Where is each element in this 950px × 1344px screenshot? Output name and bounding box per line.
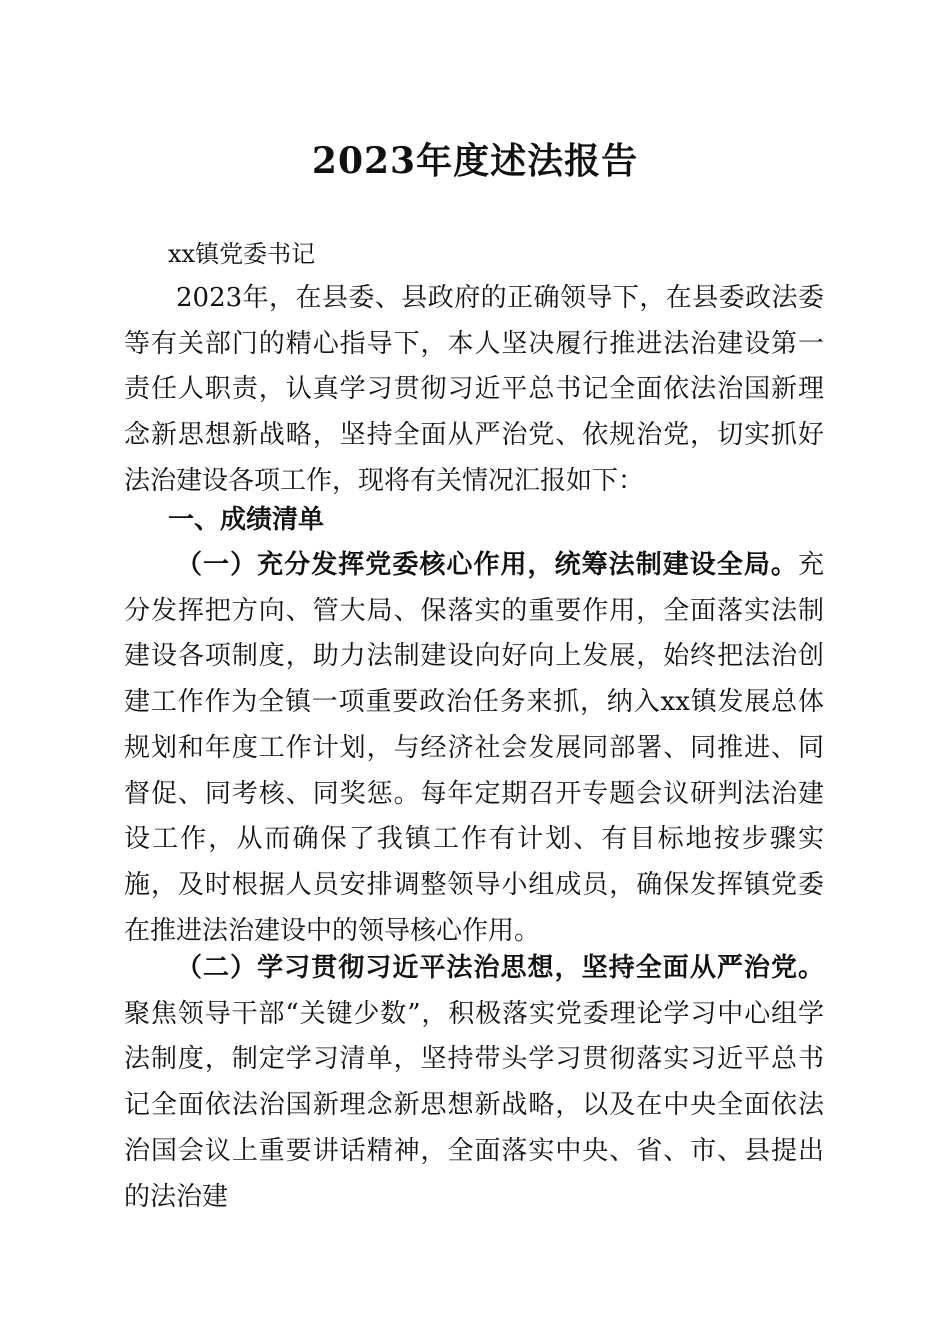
item1-paragraph xyxy=(124,543,824,954)
item2-block xyxy=(124,946,824,1220)
item2-body: 聚焦领导干部“关键少数”，积极落实党委理论学习中心组学法制度，制定学习清单，坚持带头学习贯彻落实习近平总书记全面依法治国新理念新思想新战略，以及在中央全面依法治国会议上重要讲话精神，全面落实中央、省、市、县提出的法治建 xyxy=(124,998,824,1212)
document-title: 2023年度述法报告 xyxy=(311,140,639,182)
section-heading-block xyxy=(124,498,824,544)
intro-paragraph-block xyxy=(124,276,824,505)
item1-body: 充分发挥把方向、管大局、保落实的重要作用，全面落实法制建设各项制度，助力法制建设向好向上发展，始终把法治创建工作作为全镇一项重要政治任务来抓，纳入xx镇发展总体规划和年度工作计划，与经济社会发展同部署、同推进、同督促、同考核、同奖惩。每年定期召开专题会议研判法治建设工作，从而确保了我镇工作有计划、有目标地按步骤实施，及时根据人员安排调整领导小组成员，确保发挥镇党委在推进法治建设中的领导核心作用。 xyxy=(124,550,824,946)
intro-paragraph: 2023年，在县委、县政府的正确领导下，在县委政法委等有关部门的精心指导下，本人坚决履行推进法治建设第一责任人职责，认真学习贯彻习近平总书记全面依法治国新理念新思想新战略，坚持全面从严治党、依规治党，切实抓好法治建设各项工作，现将有关情况汇报如下： xyxy=(124,283,824,496)
item1-lead: （一）充分发挥党委核心作用，统筹法制建设全局。 xyxy=(176,550,798,580)
item2-lead: （二）学习贯彻习近平法治思想，坚持全面从严治党。 xyxy=(176,953,824,983)
section-heading: 一、成绩清单 xyxy=(168,505,325,535)
author-line: xx镇党委书记 xyxy=(168,240,316,268)
item1-block xyxy=(124,543,824,954)
item2-paragraph xyxy=(124,946,824,1220)
